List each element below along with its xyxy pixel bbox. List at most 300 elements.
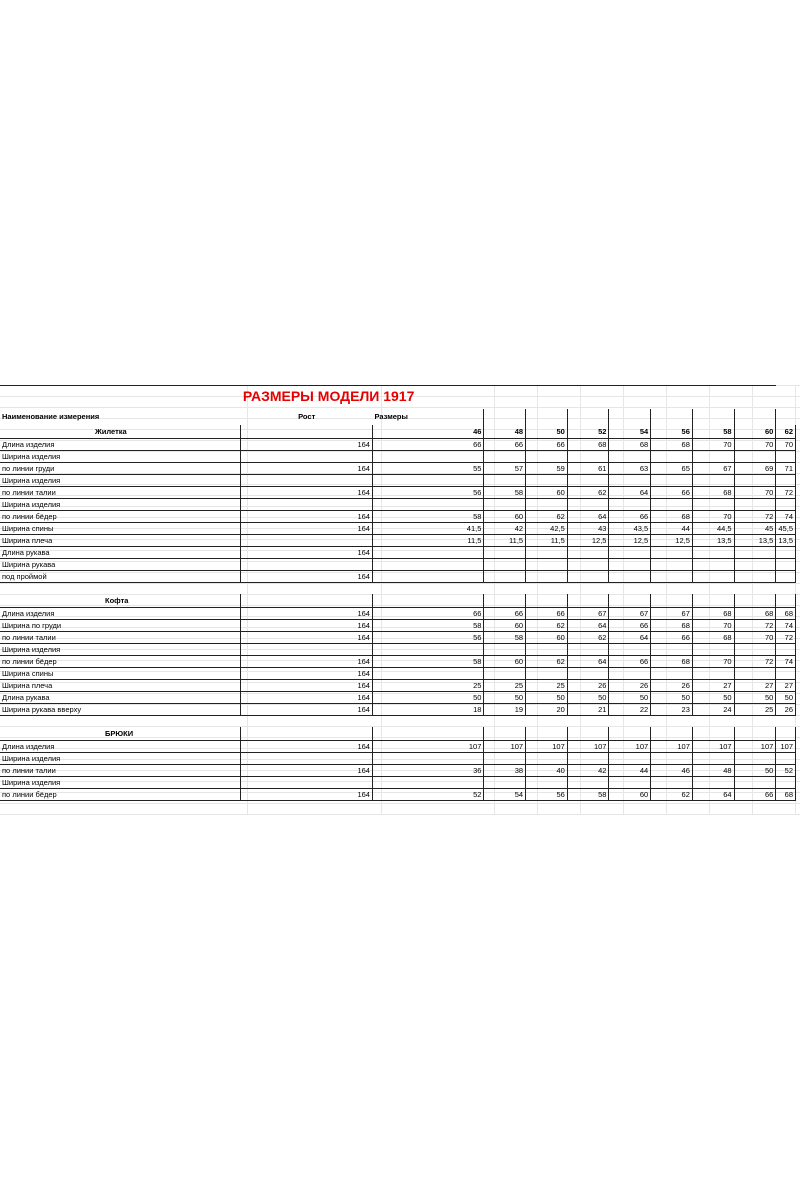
size-value: 50: [734, 692, 776, 704]
size-value: 57: [484, 463, 526, 475]
measure-label: Длина изделия: [0, 439, 241, 451]
size-value: 68: [651, 620, 693, 632]
size-value: [609, 668, 651, 680]
size-header-1: 48: [484, 425, 526, 439]
size-value: [692, 753, 734, 765]
size-value: [526, 451, 568, 463]
size-value: 69: [734, 463, 776, 475]
size-value: 62: [526, 656, 568, 668]
size-value: [567, 475, 609, 487]
size-value: 68: [692, 632, 734, 644]
size-value: [567, 571, 609, 583]
size-value: 60: [484, 620, 526, 632]
size-value: 26: [651, 680, 693, 692]
size-header-2: 50: [526, 425, 568, 439]
size-value: 50: [567, 692, 609, 704]
growth-value: 164: [241, 511, 373, 523]
size-value: [692, 559, 734, 571]
size-value: 58: [372, 511, 483, 523]
size-value: [609, 644, 651, 656]
size-value: [734, 644, 776, 656]
size-value: [609, 475, 651, 487]
growth-value: 164: [241, 487, 373, 499]
measure-label: по линии груди: [0, 463, 241, 475]
growth-value: 164: [241, 680, 373, 692]
size-value: 107: [776, 741, 796, 753]
size-value: 38: [484, 765, 526, 777]
measure-label: Ширина изделия: [0, 451, 241, 463]
size-value: 52: [372, 789, 483, 801]
table-row: [0, 559, 800, 571]
size-value: 66: [484, 608, 526, 620]
size-value: 54: [484, 789, 526, 801]
size-value: 74: [776, 511, 796, 523]
size-value: [692, 451, 734, 463]
measure-label: по линии бёдер: [0, 511, 241, 523]
growth-value: [241, 644, 373, 656]
size-value: 70: [692, 656, 734, 668]
table-row: [0, 765, 800, 777]
size-value: 68: [734, 608, 776, 620]
size-value: [567, 753, 609, 765]
size-value: [526, 644, 568, 656]
size-value: 107: [526, 741, 568, 753]
measure-label: Ширина изделия: [0, 777, 241, 789]
size-value: 25: [526, 680, 568, 692]
size-value: [484, 668, 526, 680]
size-value: 44,5: [692, 523, 734, 535]
growth-value: 164: [241, 789, 373, 801]
size-value: 45: [734, 523, 776, 535]
size-value: [526, 668, 568, 680]
size-value: 64: [609, 487, 651, 499]
measure-label: Ширина рукава: [0, 559, 241, 571]
size-value: [651, 559, 693, 571]
size-value: 25: [734, 704, 776, 716]
section-header-row: [0, 594, 800, 608]
size-value: 67: [609, 608, 651, 620]
measure-label: под проймой: [0, 571, 241, 583]
size-value: [651, 571, 693, 583]
size-value: 13,5: [776, 535, 796, 547]
size-value: 12,5: [609, 535, 651, 547]
size-value: 58: [372, 620, 483, 632]
growth-header: Рост: [298, 412, 316, 421]
size-value: 68: [692, 487, 734, 499]
size-value: [567, 559, 609, 571]
size-value: [776, 777, 796, 789]
size-value: 70: [776, 439, 796, 451]
size-value: [484, 559, 526, 571]
measure-label: Ширина изделия: [0, 644, 241, 656]
size-value: [651, 753, 693, 765]
size-value: [651, 777, 693, 789]
size-value: [372, 559, 483, 571]
size-value: [776, 499, 796, 511]
section-title: БРЮКИ: [0, 727, 241, 741]
size-value: 68: [651, 439, 693, 451]
spacer-row: [0, 583, 800, 595]
size-table: [0, 385, 800, 815]
size-value: [372, 753, 483, 765]
growth-value: 164: [241, 523, 373, 535]
size-value: [567, 499, 609, 511]
size-value: [734, 559, 776, 571]
size-value: 66: [651, 487, 693, 499]
table-row: [0, 463, 800, 475]
size-header-7: 60: [734, 425, 776, 439]
size-value: 74: [776, 620, 796, 632]
size-value: [372, 499, 483, 511]
measure-label: Ширина изделия: [0, 753, 241, 765]
size-value: 72: [776, 632, 796, 644]
size-value: [567, 644, 609, 656]
size-value: 107: [734, 741, 776, 753]
table-row: [0, 571, 800, 583]
size-value: 60: [484, 656, 526, 668]
size-value: [651, 499, 693, 511]
growth-value: 164: [241, 620, 373, 632]
measure-header: Наименование измерения: [2, 412, 100, 421]
size-value: 25: [372, 680, 483, 692]
size-value: [651, 644, 693, 656]
size-value: 107: [692, 741, 734, 753]
growth-value: 164: [241, 656, 373, 668]
table-row: [0, 753, 800, 765]
size-value: 25: [484, 680, 526, 692]
size-header-5: 56: [651, 425, 693, 439]
size-value: 72: [734, 511, 776, 523]
size-value: 68: [776, 608, 796, 620]
size-value: 66: [734, 789, 776, 801]
measure-label: по линии талии: [0, 487, 241, 499]
size-value: [734, 475, 776, 487]
size-value: 67: [567, 608, 609, 620]
size-value: [651, 451, 693, 463]
size-header-4: 54: [609, 425, 651, 439]
size-value: 56: [372, 632, 483, 644]
measure-label: по линии бёдер: [0, 656, 241, 668]
table-row: [0, 777, 800, 789]
size-value: [734, 547, 776, 559]
measure-label: Ширина плеча: [0, 680, 241, 692]
size-header-0: 46: [372, 425, 483, 439]
size-value: [776, 547, 796, 559]
measure-label: Длина изделия: [0, 608, 241, 620]
size-value: [692, 777, 734, 789]
size-value: 12,5: [651, 535, 693, 547]
title-row: [0, 386, 800, 410]
table-row: [0, 692, 800, 704]
size-value: 56: [372, 487, 483, 499]
size-value: [734, 571, 776, 583]
size-value: 68: [776, 789, 796, 801]
size-value: [609, 547, 651, 559]
size-value: 60: [484, 511, 526, 523]
sizes-header: Размеры: [374, 412, 408, 421]
size-value: 64: [692, 789, 734, 801]
measure-label: Длина рукава: [0, 692, 241, 704]
size-value: 61: [567, 463, 609, 475]
size-value: 107: [484, 741, 526, 753]
measure-label: Длина рукава: [0, 547, 241, 559]
size-value: [567, 547, 609, 559]
table-row: [0, 523, 800, 535]
growth-value: 164: [241, 765, 373, 777]
growth-value: 164: [241, 668, 373, 680]
size-value: [484, 644, 526, 656]
size-value: [734, 753, 776, 765]
size-value: [609, 499, 651, 511]
size-value: 58: [567, 789, 609, 801]
size-value: 58: [484, 487, 526, 499]
table-row: [0, 439, 800, 451]
size-value: 48: [692, 765, 734, 777]
size-value: 36: [372, 765, 483, 777]
size-value: 13,5: [692, 535, 734, 547]
table-row: [0, 475, 800, 487]
size-value: 50: [651, 692, 693, 704]
size-value: [776, 753, 796, 765]
size-value: [372, 644, 483, 656]
size-value: 50: [734, 765, 776, 777]
growth-value: [241, 451, 373, 463]
size-value: 42: [484, 523, 526, 535]
size-value: [651, 547, 693, 559]
measure-label: Ширина плеча: [0, 535, 241, 547]
size-value: [692, 644, 734, 656]
growth-value: 164: [241, 547, 373, 559]
size-value: 43: [567, 523, 609, 535]
size-value: [776, 559, 796, 571]
size-value: 66: [651, 632, 693, 644]
size-value: 63: [609, 463, 651, 475]
size-value: [484, 571, 526, 583]
table-row: [0, 608, 800, 620]
size-value: 68: [609, 439, 651, 451]
size-value: 74: [776, 656, 796, 668]
size-value: [609, 753, 651, 765]
size-value: [776, 475, 796, 487]
size-value: 42: [567, 765, 609, 777]
measure-label: Ширина изделия: [0, 499, 241, 511]
size-value: 66: [609, 511, 651, 523]
size-value: 44: [609, 765, 651, 777]
table-row: [0, 656, 800, 668]
size-value: 27: [692, 680, 734, 692]
size-value: [526, 559, 568, 571]
size-value: 46: [651, 765, 693, 777]
size-value: 50: [526, 692, 568, 704]
growth-value: 164: [241, 632, 373, 644]
size-value: 50: [609, 692, 651, 704]
size-value: 66: [609, 656, 651, 668]
size-value: 66: [526, 608, 568, 620]
size-value: [776, 451, 796, 463]
size-value: 70: [734, 487, 776, 499]
size-value: 24: [692, 704, 734, 716]
size-value: 62: [567, 487, 609, 499]
table-row: [0, 632, 800, 644]
section-header-row: [0, 425, 800, 439]
table-row: [0, 547, 800, 559]
size-value: [609, 451, 651, 463]
size-value: 64: [567, 620, 609, 632]
growth-value: [241, 559, 373, 571]
table-row: [0, 511, 800, 523]
size-value: [526, 499, 568, 511]
size-value: 12,5: [567, 535, 609, 547]
size-value: 23: [651, 704, 693, 716]
size-value: [734, 777, 776, 789]
size-value: [692, 571, 734, 583]
size-value: 42,5: [526, 523, 568, 535]
size-value: [484, 777, 526, 789]
size-value: 68: [651, 656, 693, 668]
size-value: [567, 668, 609, 680]
size-value: 11,5: [372, 535, 483, 547]
size-value: 50: [484, 692, 526, 704]
size-value: 68: [651, 511, 693, 523]
measure-label: по линии бёдер: [0, 789, 241, 801]
size-value: 40: [526, 765, 568, 777]
size-value: [484, 451, 526, 463]
size-header-6: 58: [692, 425, 734, 439]
size-value: 62: [526, 620, 568, 632]
size-header-3: 52: [567, 425, 609, 439]
size-value: 68: [692, 608, 734, 620]
size-value: 60: [609, 789, 651, 801]
size-value: 22: [609, 704, 651, 716]
table-row: [0, 644, 800, 656]
size-value: 45,5: [776, 523, 796, 535]
size-value: [526, 571, 568, 583]
size-value: 60: [526, 632, 568, 644]
size-value: [372, 777, 483, 789]
table-row: [0, 680, 800, 692]
size-value: 67: [692, 463, 734, 475]
table-row: [0, 499, 800, 511]
size-value: 62: [651, 789, 693, 801]
size-value: [776, 644, 796, 656]
size-value: 41,5: [372, 523, 483, 535]
size-value: 66: [609, 620, 651, 632]
size-value: 72: [734, 656, 776, 668]
measure-label: Ширина спины: [0, 668, 241, 680]
growth-value: [241, 499, 373, 511]
size-value: [776, 668, 796, 680]
table-row: [0, 668, 800, 680]
section-title: Кофта: [0, 594, 241, 608]
size-value: 70: [734, 439, 776, 451]
page-title: РАЗМЕРЫ МОДЕЛИ 1917: [241, 386, 484, 410]
size-value: [651, 668, 693, 680]
size-value: 27: [776, 680, 796, 692]
size-value: 26: [567, 680, 609, 692]
size-value: 66: [372, 608, 483, 620]
growth-value: 164: [241, 692, 373, 704]
size-value: [776, 571, 796, 583]
table-row: [0, 704, 800, 716]
size-value: 26: [609, 680, 651, 692]
table-row: [0, 620, 800, 632]
size-value: [609, 559, 651, 571]
size-value: 19: [484, 704, 526, 716]
size-value: 62: [567, 632, 609, 644]
size-value: 107: [372, 741, 483, 753]
size-value: 52: [776, 765, 796, 777]
section-header-row: [0, 727, 800, 741]
table-row: [0, 789, 800, 801]
size-value: 11,5: [484, 535, 526, 547]
size-value: 70: [692, 511, 734, 523]
size-value: [692, 475, 734, 487]
measure-label: Ширина по груди: [0, 620, 241, 632]
growth-value: [241, 535, 373, 547]
size-value: 70: [734, 632, 776, 644]
size-value: 60: [526, 487, 568, 499]
growth-value: 164: [241, 571, 373, 583]
table-row: [0, 451, 800, 463]
size-value: [526, 475, 568, 487]
growth-value: 164: [241, 608, 373, 620]
size-value: 66: [484, 439, 526, 451]
growth-value: 164: [241, 439, 373, 451]
spacer-row: [0, 801, 800, 813]
size-value: [526, 777, 568, 789]
size-value: 72: [776, 487, 796, 499]
size-value: 55: [372, 463, 483, 475]
table-row: [0, 741, 800, 753]
size-value: [372, 475, 483, 487]
size-value: [372, 668, 483, 680]
growth-value: 164: [241, 741, 373, 753]
size-value: 65: [651, 463, 693, 475]
size-value: 70: [692, 439, 734, 451]
measure-label: по линии талии: [0, 765, 241, 777]
size-value: 18: [372, 704, 483, 716]
growth-value: [241, 753, 373, 765]
size-value: [609, 777, 651, 789]
spacer-row: [0, 716, 800, 728]
growth-value: [241, 475, 373, 487]
size-value: 50: [372, 692, 483, 704]
size-value: [567, 777, 609, 789]
size-value: 11,5: [526, 535, 568, 547]
size-value: [484, 753, 526, 765]
size-value: [484, 499, 526, 511]
size-value: [372, 451, 483, 463]
size-value: 107: [567, 741, 609, 753]
size-value: 27: [734, 680, 776, 692]
size-value: [526, 547, 568, 559]
size-value: 13,5: [734, 535, 776, 547]
size-value: [692, 668, 734, 680]
size-value: 107: [651, 741, 693, 753]
size-value: [734, 668, 776, 680]
size-value: 58: [484, 632, 526, 644]
size-value: [692, 499, 734, 511]
size-value: 58: [372, 656, 483, 668]
section-title: Жилетка: [0, 425, 241, 439]
size-value: 59: [526, 463, 568, 475]
size-value: 68: [567, 439, 609, 451]
measure-label: Ширина изделия: [0, 475, 241, 487]
size-value: 50: [776, 692, 796, 704]
growth-value: 164: [241, 463, 373, 475]
size-value: [372, 571, 483, 583]
spacer-row: [0, 812, 800, 815]
